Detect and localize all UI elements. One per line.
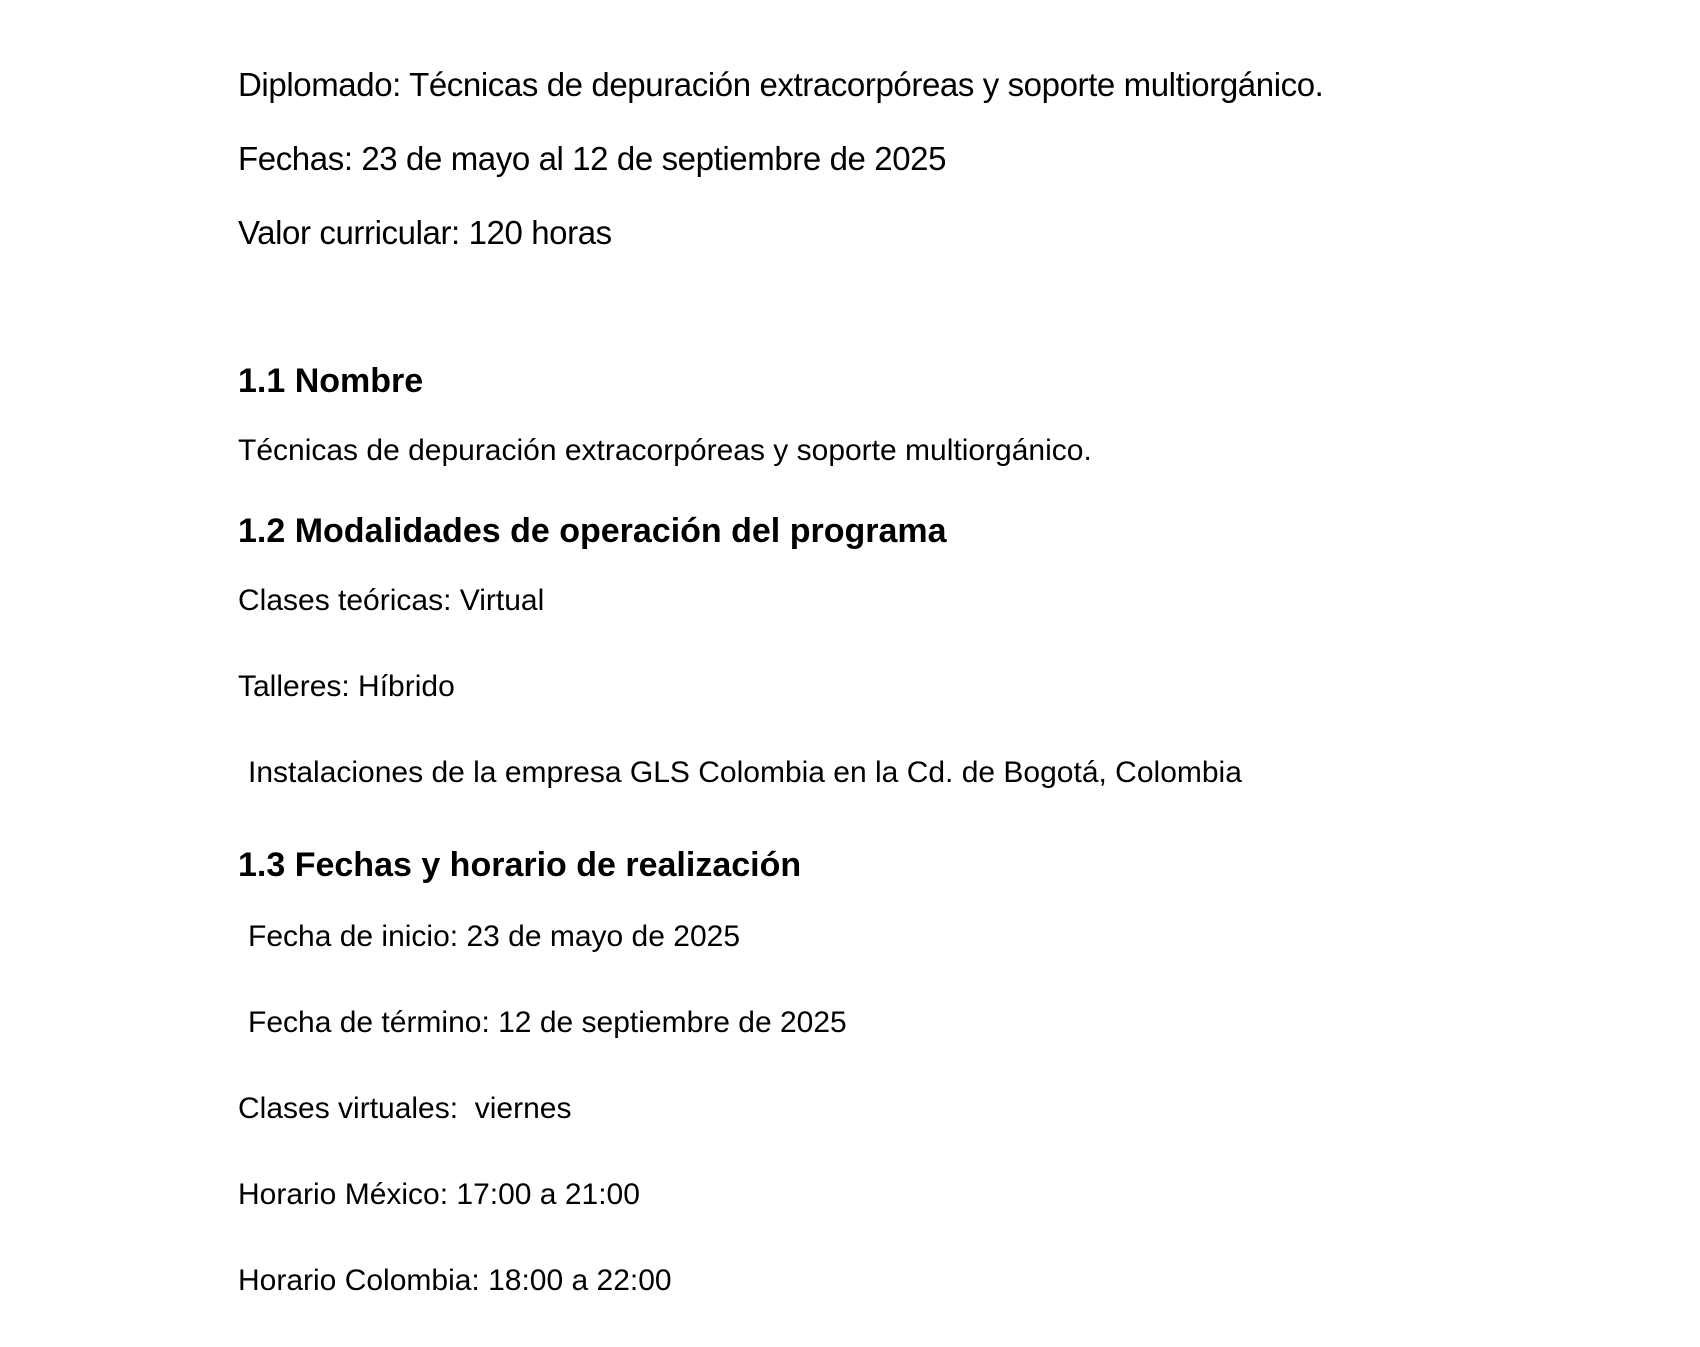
curricular-value: Valor curricular: 120 horas [238, 214, 612, 251]
schedule-colombia: Horario Colombia: 18:00 a 22:00 [238, 1264, 672, 1297]
section-heading-nombre: 1.1 Nombre [238, 362, 424, 400]
diplomado-title: Diplomado: Técnicas de depuración extracorpóreas y soporte multiorgánico. [238, 66, 1324, 103]
section-heading-fechas-horario: 1.3 Fechas y horario de realización [238, 846, 802, 884]
virtual-classes-day: Clases virtuales: viernes [238, 1092, 572, 1125]
start-date: Fecha de inicio: 23 de mayo de 2025 [248, 920, 740, 953]
section-heading-modalidades: 1.2 Modalidades de operación del programa [238, 512, 947, 550]
theory-classes-mode: Clases teóricas: Virtual [238, 584, 545, 617]
end-date: Fecha de término: 12 de septiembre de 2025 [248, 1006, 847, 1039]
facilities-location: Instalaciones de la empresa GLS Colombia en la Cd. de Bogotá, Colombia [248, 756, 1242, 789]
workshops-mode: Talleres: Híbrido [238, 670, 455, 703]
schedule-mexico: Horario México: 17:00 a 21:00 [238, 1178, 640, 1211]
program-dates: Fechas: 23 de mayo al 12 de septiembre de 2025 [238, 140, 947, 177]
program-name: Técnicas de depuración extracorpóreas y soporte multiorgánico. [238, 434, 1092, 467]
